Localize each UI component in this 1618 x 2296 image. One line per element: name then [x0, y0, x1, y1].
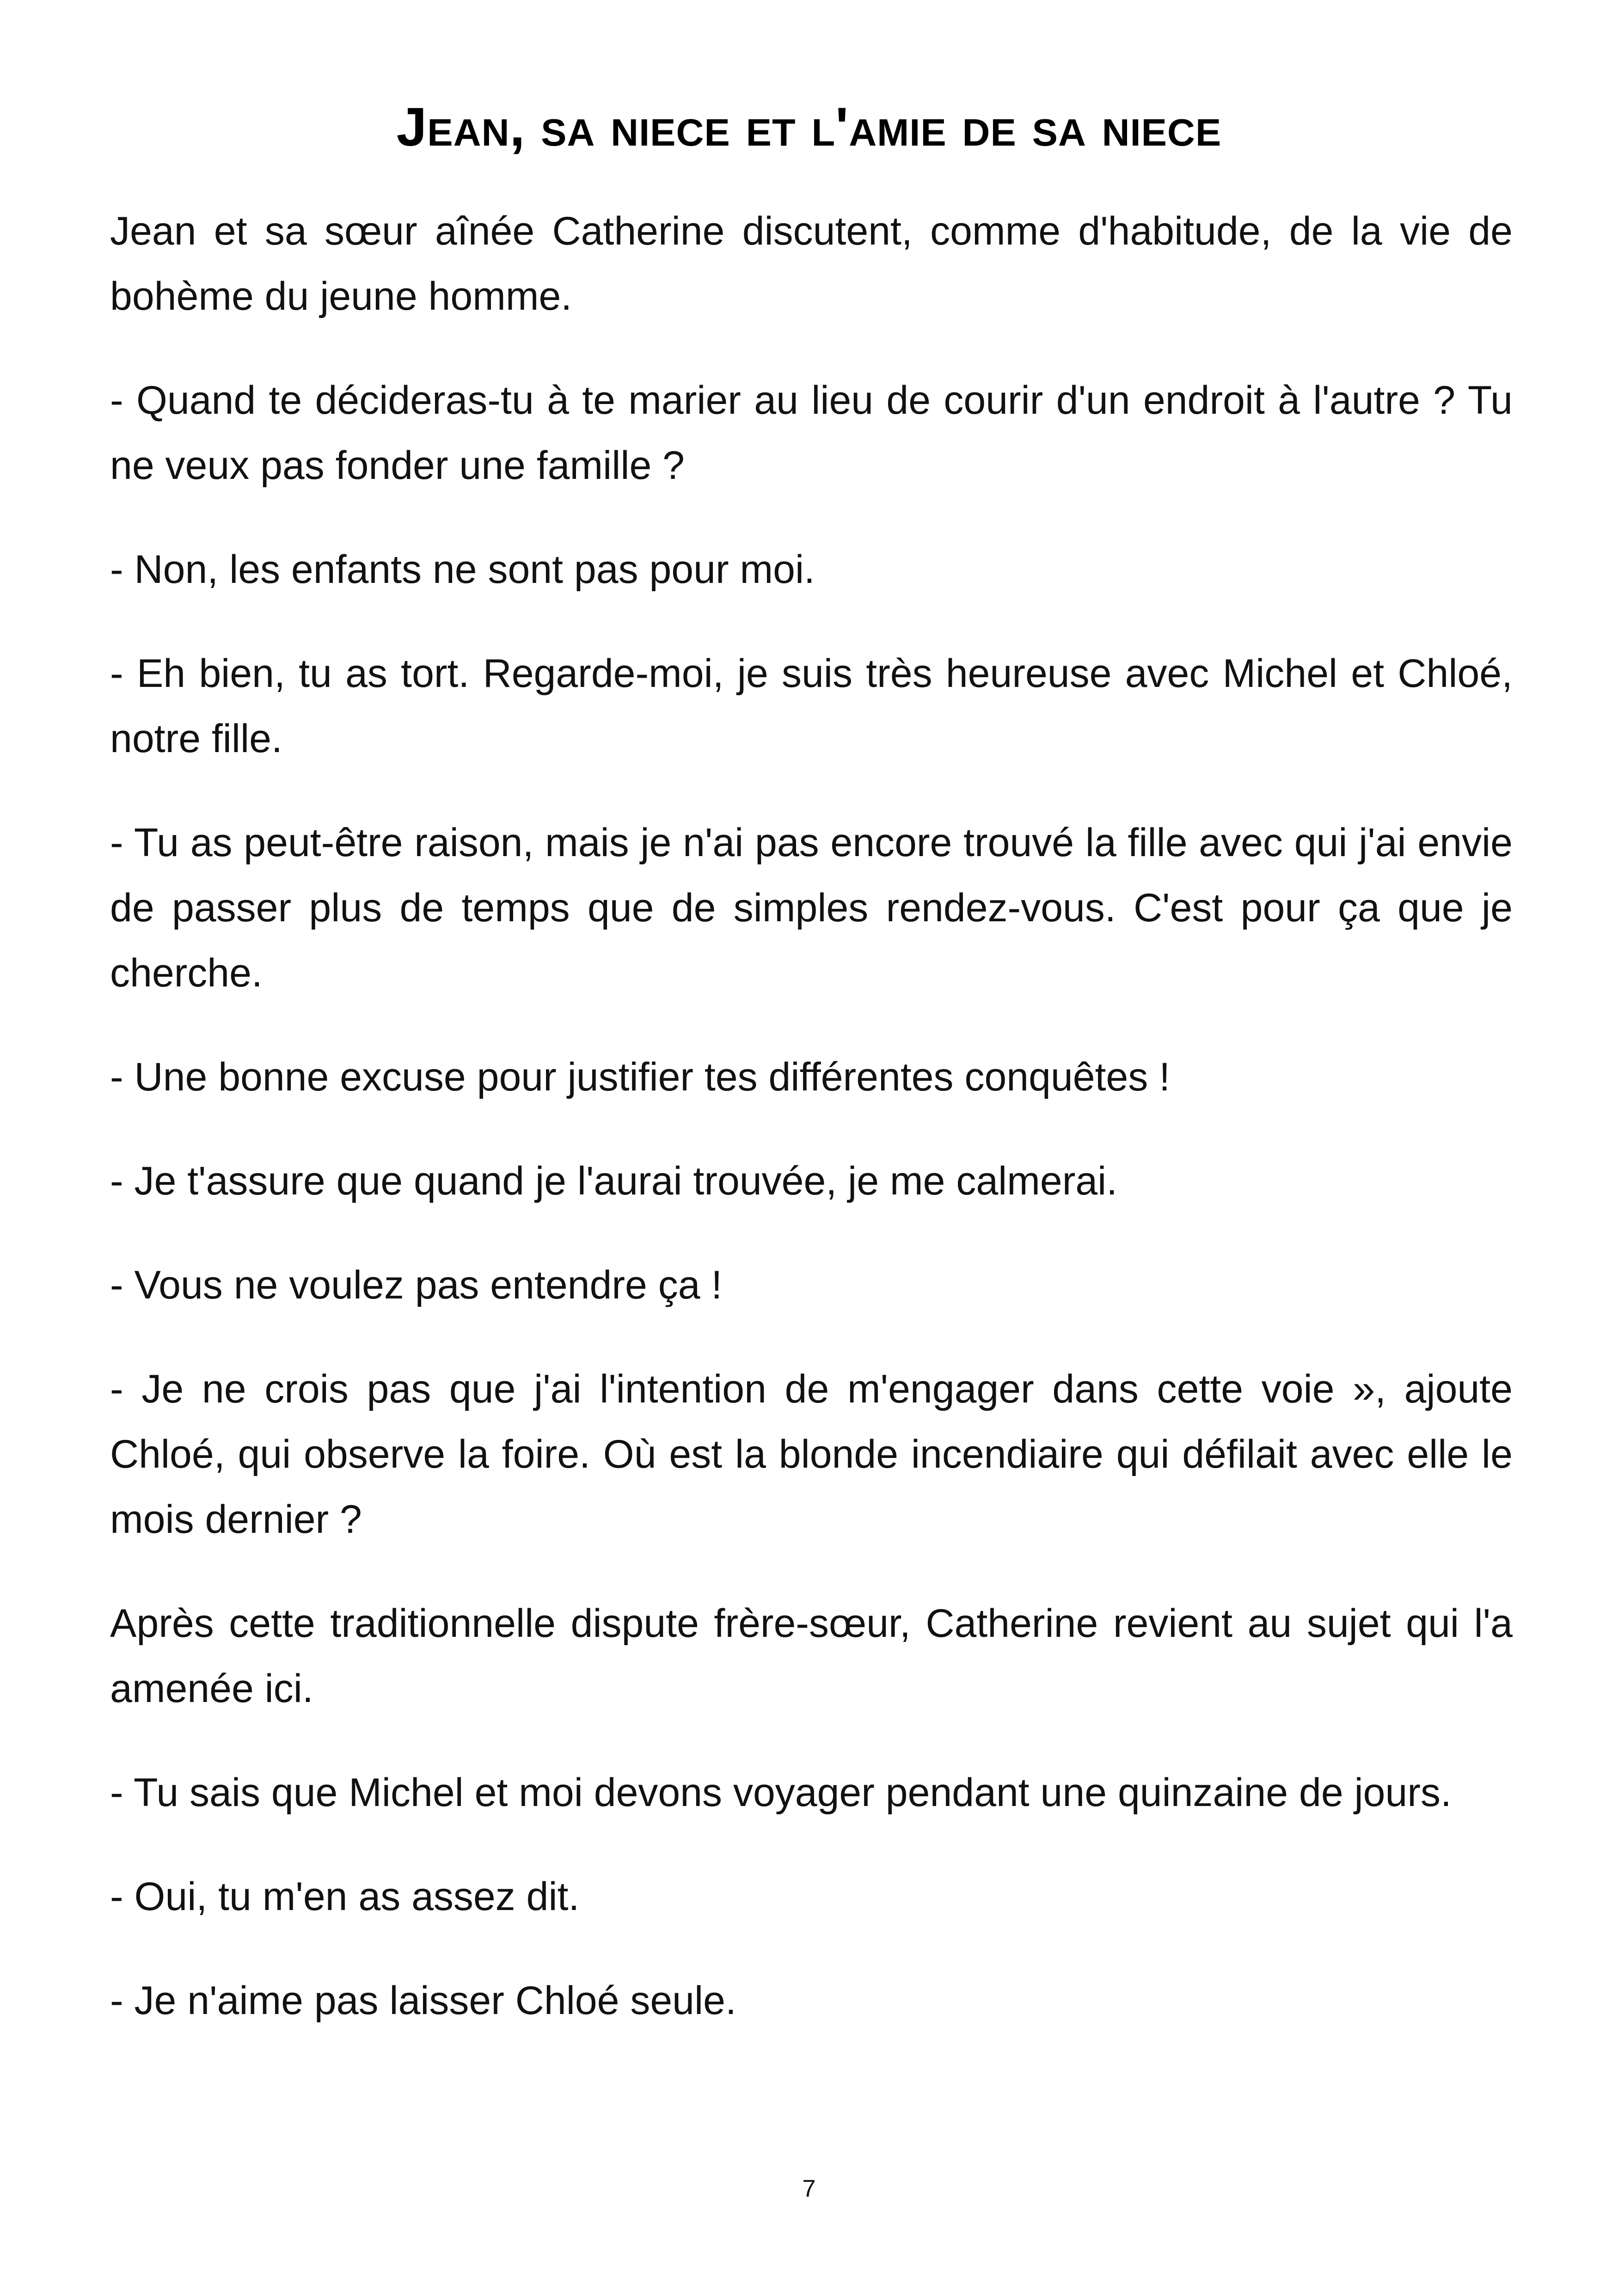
paragraph: Après cette traditionnelle dispute frère-sœur, Catherine revient au sujet qui l'a amenée ici.: [110, 1601, 1513, 1711]
paragraph: - Eh bien, tu as tort. Regarde-moi, je suis très heureuse avec Michel et Chloé, notre fille.: [110, 651, 1513, 761]
paragraph: - Je t'assure que quand je l'aurai trouvée, je me calmerai.: [110, 1159, 1118, 1203]
chapter-title: Jean, sa niece et l'amie de sa niece: [396, 97, 1222, 158]
paragraph: - Tu sais que Michel et moi devons voyager pendant une quinzaine de jours.: [110, 1770, 1452, 1815]
paragraph: - Non, les enfants ne sont pas pour moi.: [110, 547, 815, 592]
paragraph: - Je ne crois pas que j'ai l'intention de m'engager dans cette voie », ajoute Chloé, qui observe la foire. Où est la blonde incendiaire qui défilait avec elle le mois dernier ?: [110, 1367, 1513, 1542]
paragraph: - Quand te décideras-tu à te marier au lieu de courir d'un endroit à l'autre ? Tu ne veux pas fonder une famille ?: [110, 378, 1513, 488]
paragraph: - Vous ne voulez pas entendre ça !: [110, 1263, 723, 1307]
paragraph: - Je n'aime pas laisser Chloé seule.: [110, 1978, 736, 2023]
paragraph: - Tu as peut-être raison, mais je n'ai pas encore trouvé la fille avec qui j'ai envie de passer plus de temps que de simples rendez-vous. C'est pour ça que je cherche.: [110, 820, 1513, 995]
paragraph: - Oui, tu m'en as assez dit.: [110, 1874, 580, 1919]
paragraph: Jean et sa sœur aînée Catherine discutent, comme d'habitude, de la vie de bohème du jeune homme.: [110, 209, 1513, 318]
paragraph: - Une bonne excuse pour justifier tes différentes conquêtes !: [110, 1055, 1171, 1099]
page-number: 7: [802, 2175, 816, 2202]
chapter-body: [110, 199, 1513, 2072]
